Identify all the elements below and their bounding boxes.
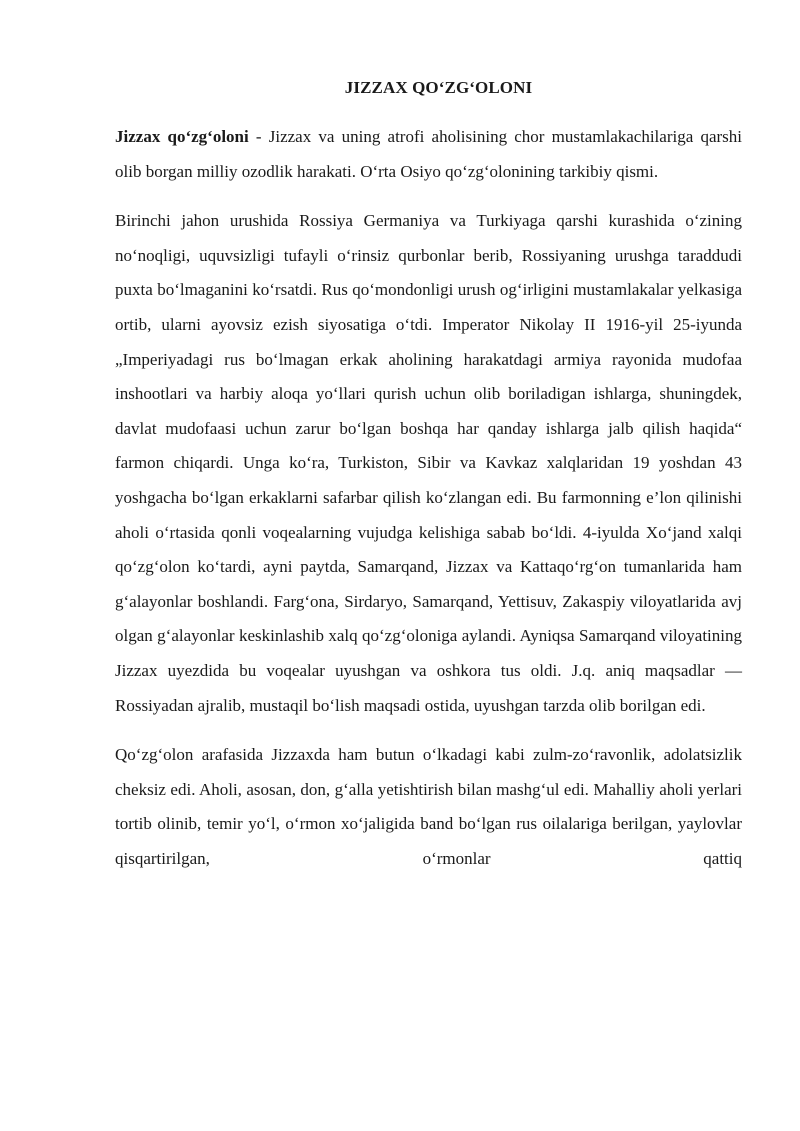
paragraph-context: Qo‘zg‘olon arafasida Jizzaxda ham butun o‘lkadagi kabi zulm-zo‘ravonlik, adolatsizlik cheksiz edi. Aholi, asosan, don, g‘alla yetishtirish bilan mashg‘ul edi. Mahalliy aholi yerlari tortib olinib, temir yo‘l, o‘rmon xo‘jaligida band bo‘lgan rus oilalariga berilgan, yaylovlar qisqartirilgan, o‘rmonlar qattiq	[115, 745, 742, 868]
document-page	[115, 78, 742, 891]
paragraph-history: Birinchi jahon urushida Rossiya Germaniya va Turkiyaga qarshi kurashida o‘zining no‘noqligi, uquvsizligi tufayli o‘rinsiz qurbonlar berib, Rossiyaning urushga taraddudi puxta bo‘lmaganini ko‘rsatdi. Rus qo‘mondonligi urush og‘irligini mustamlakalar yelkasiga ortib, ularni ayovsiz ezish siyosatiga o‘tdi. Imperator Nikolay II 1916-yil 25-iyunda „Imperiyadagi rus bo‘lmagan erkak aholining harakatdagi armiya rayonida mudofaa inshootlari va harbiy aloqa yo‘llari qurish uchun olib boriladigan ishlarga, shuningdek, davlat mudofaasi uchun zarur bo‘lgan boshqa har qanday ishlarga jalb qilish haqida“ farmon chiqardi. Unga ko‘ra, Turkiston, Sibir va Kavkaz xalqlaridan 19 yoshdan 43 yoshgacha bo‘lgan erkaklarni safarbar qilish ko‘zlangan edi. Bu farmonning e’lon qilinishi aholi o‘rtasida qonli voqealarning vujudga kelishiga sabab bo‘ldi. 4-iyulda Xo‘jand xalqi qo‘zg‘olon ko‘tardi, ayni paytda, Samarqand, Jizzax va Kattaqo‘rg‘on tumanlarida ham g‘alayonlar boshlandi. Farg‘ona, Sirdaryo, Samarqand, Yettisuv, Zakaspiy viloyatlarida avj olgan g‘alayonlar keskinlashib xalq qo‘zg‘oloniga aylandi. Ayniqsa Samarqand viloyatining Jizzax uyezdida bu voqealar uyushgan va oshkora tus oldi. J.q. aniq maqsadlar — Rossiyadan ajralib, mustaqil bo‘lish maqsadi ostida, uyushgan tarzda olib borilgan edi.	[115, 211, 742, 715]
paragraph-intro-text: - Jizzax va uning atrofi aholisining chor mustamlakachilariga qarshi olib borgan milliy ozodlik harakati. O‘rta Osiyo qo‘zg‘olonining tarkibiy qismi.	[115, 127, 742, 181]
document-title: JIZZAX QO‘ZG‘OLONI	[344, 78, 533, 97]
paragraph-intro	[115, 120, 742, 189]
paragraph-term: Jizzax qo‘zg‘oloni	[115, 127, 249, 146]
